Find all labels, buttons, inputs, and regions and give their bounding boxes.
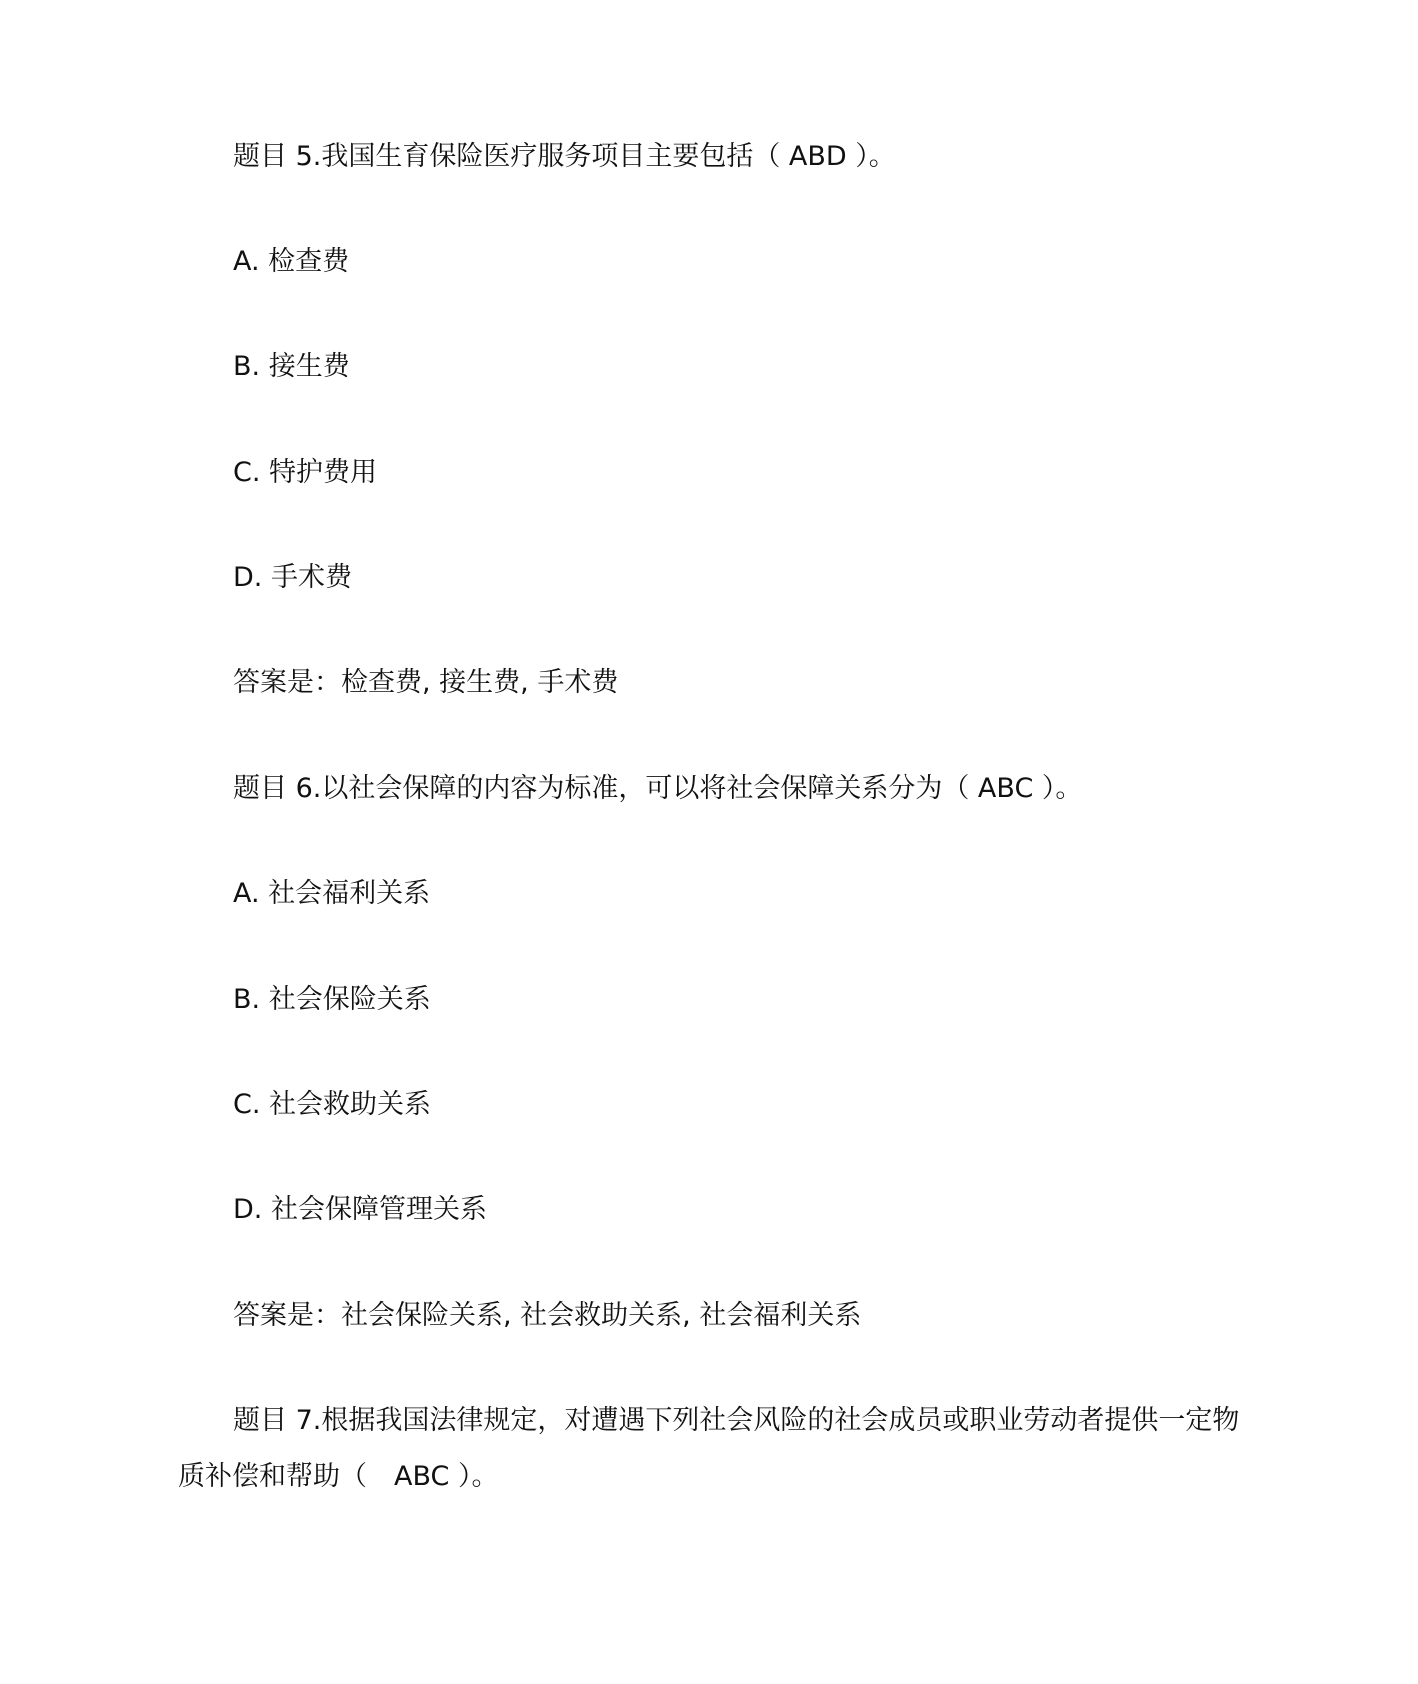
question-6-option-d: D. 社会保障管理关系 [233, 1194, 487, 1225]
question-6-answer: 答案是：社会保险关系, 社会救助关系, 社会福利关系 [233, 1300, 862, 1331]
question-5-answer: 答案是：检查费, 接生费, 手术费 [233, 667, 619, 698]
question-5-option-a: A. 检查费 [233, 246, 350, 277]
question-5-stem: 题目 5.我国生育保险医疗服务项目主要包括（ ABD ）。 [233, 141, 896, 172]
question-5-option-d: D. 手术费 [233, 562, 352, 593]
question-7-stem: 题目 7.根据我国法律规定，对遭遇下列社会风险的社会成员或职业劳动者提供一定物质补偿和帮助（ ABC ）。 [178, 1405, 1240, 1492]
question-6-stem: 题目 6.以社会保障的内容为标准，可以将社会保障关系分为（ ABC ）。 [233, 773, 1083, 804]
question-6-option-c: C. 社会救助关系 [233, 1089, 432, 1120]
question-6-option-b: B. 社会保险关系 [233, 984, 431, 1015]
question-6-option-a: A. 社会福利关系 [233, 878, 431, 909]
question-5-option-c: C. 特护费用 [233, 457, 378, 488]
question-5-option-b: B. 接生费 [233, 351, 350, 382]
